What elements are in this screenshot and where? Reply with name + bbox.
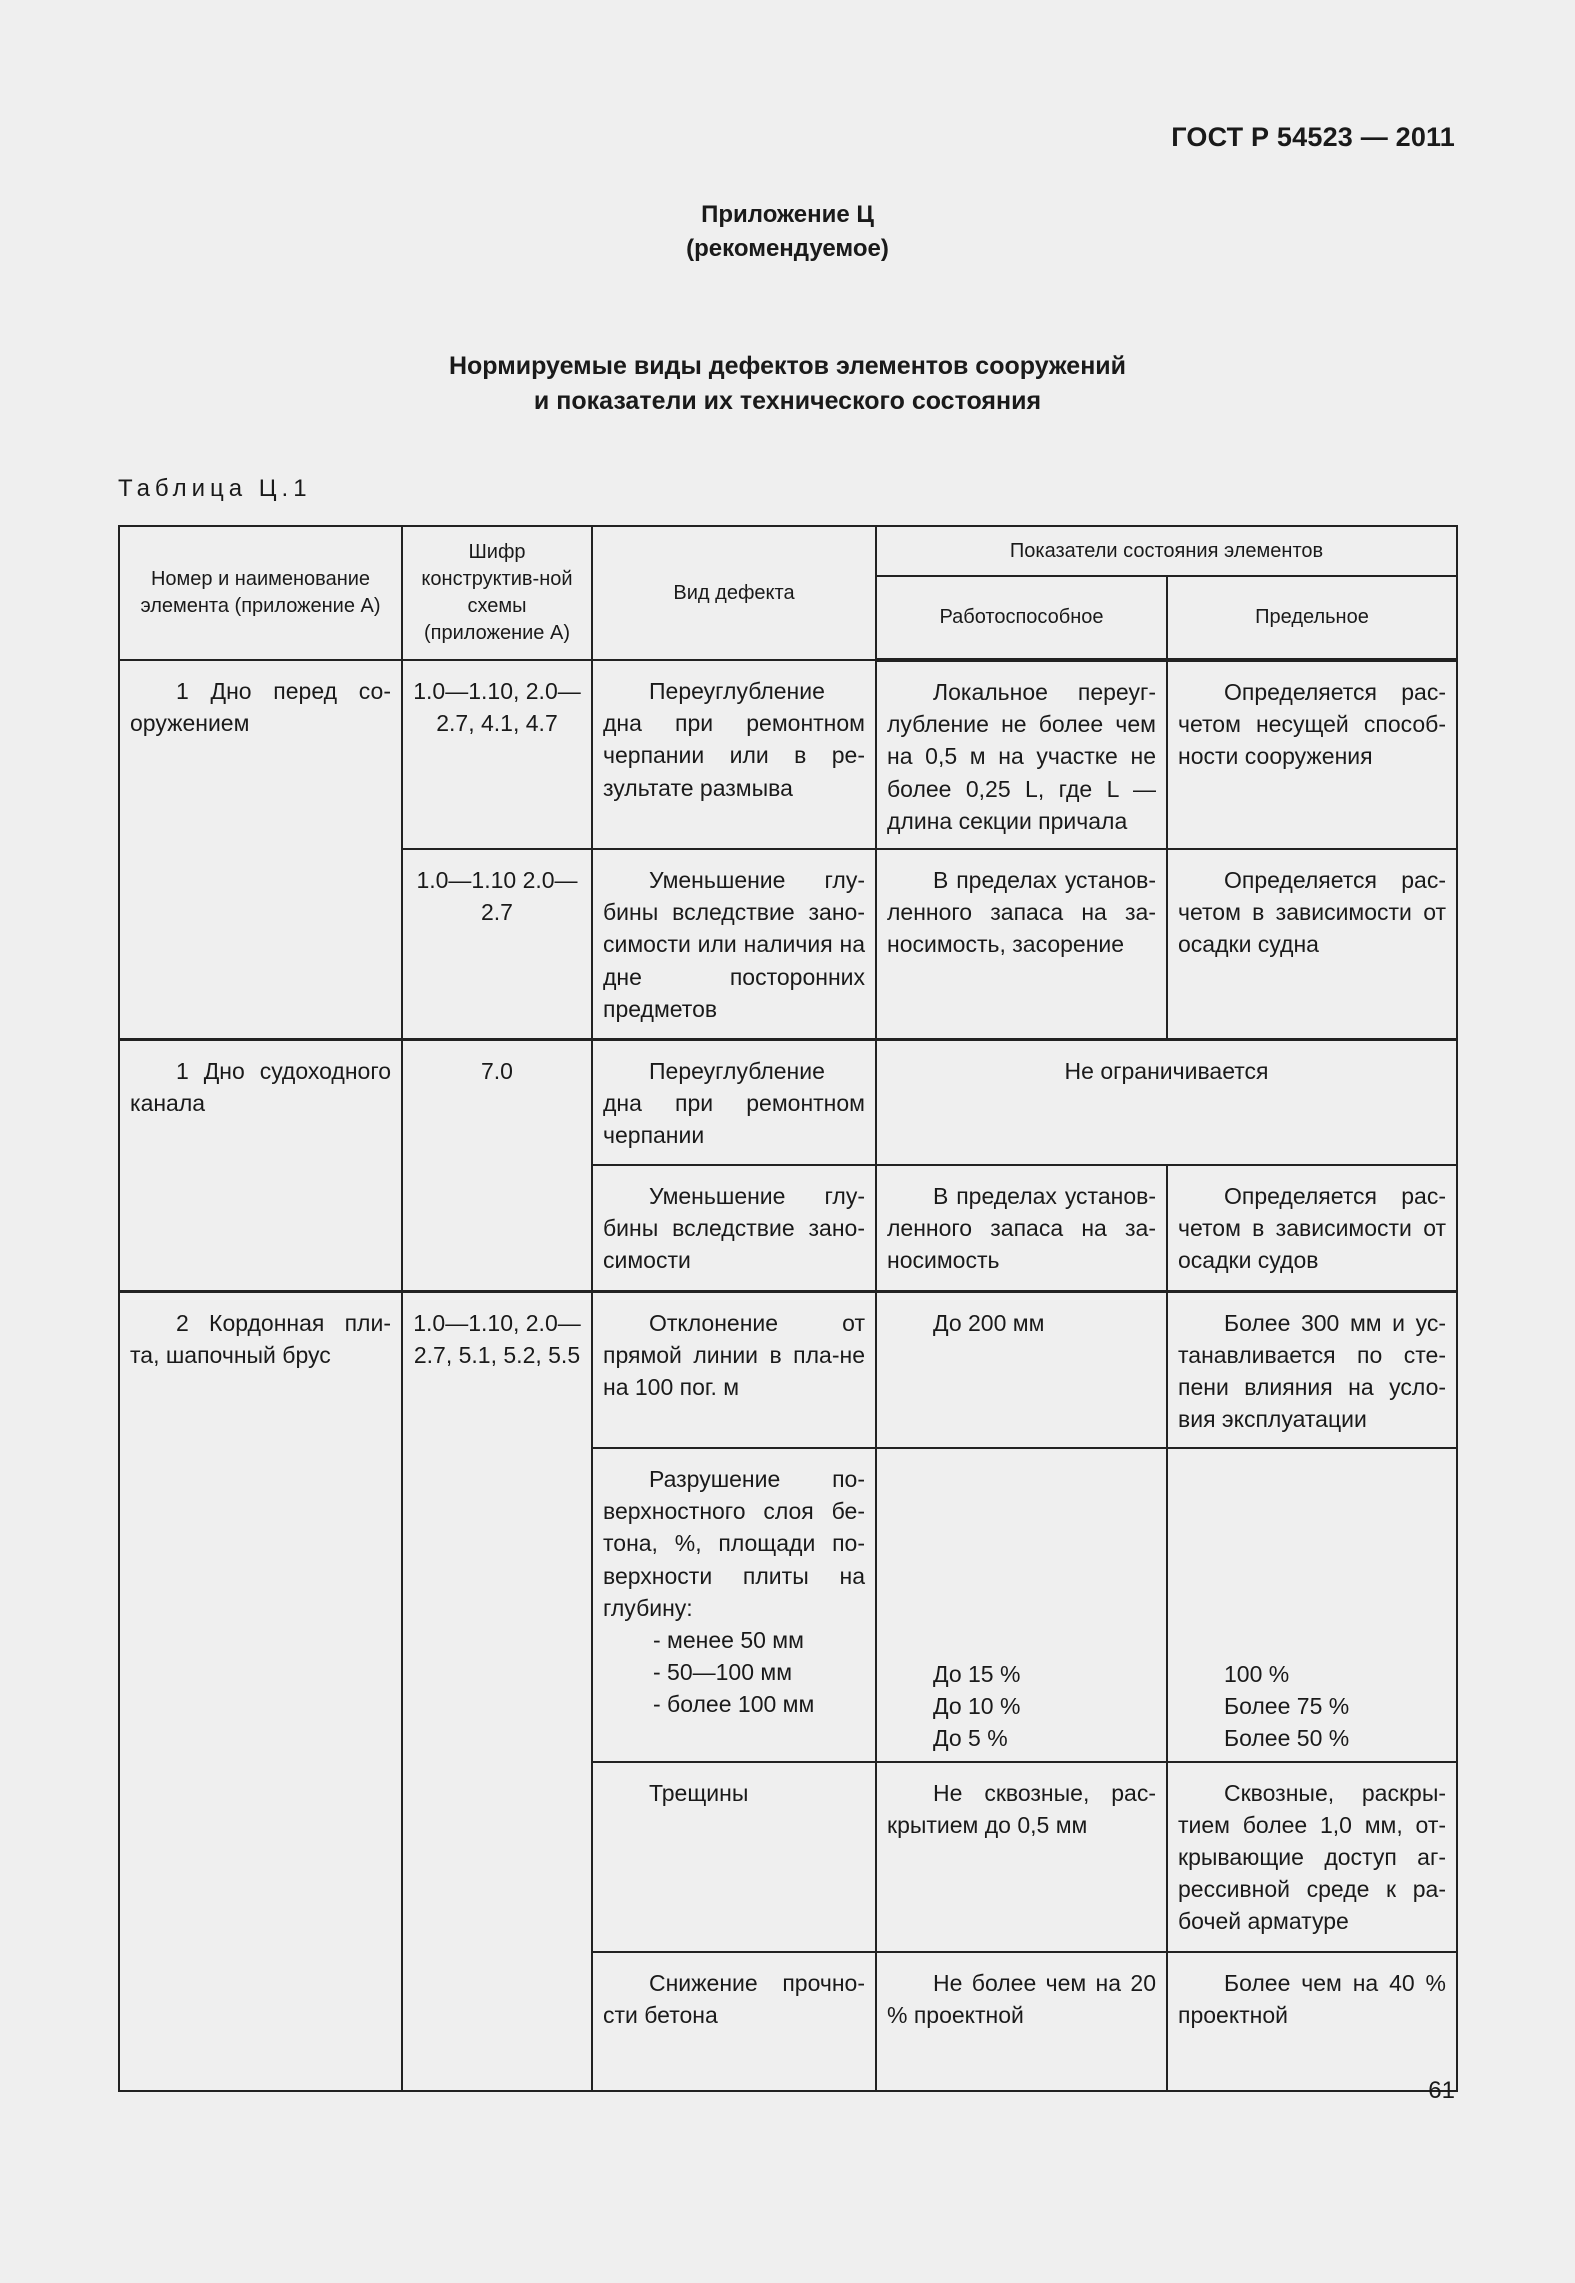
main-title-line-1: Нормируемые виды дефектов элементов сооружений xyxy=(448,352,1127,380)
cell-operable xyxy=(876,1448,1167,1762)
defect-text: Разрушение по-верхностного слоя бе-тона, %, площади по-верхности плиты на глубину: xyxy=(603,1466,865,1621)
appendix-title: Приложение Ц xyxy=(701,201,874,228)
main-title-line-2: и показатели их технического состояния xyxy=(533,387,1042,415)
cell-code: 7.0 xyxy=(402,1039,592,1291)
defect-sub-item: - менее 50 мм xyxy=(653,1626,804,1653)
cell-limit xyxy=(1167,1448,1457,1762)
cell-code: 1.0—1.10 2.0—2.7 xyxy=(402,849,592,1039)
cell-limit: Определяется рас-четом несущей способ-ности сооружения xyxy=(1167,660,1457,849)
defect-sub-item: - более 100 мм xyxy=(653,1691,815,1718)
cell-operable: В пределах установ-ленного запаса на за-носимость xyxy=(876,1165,1167,1291)
cell-merged-indicator: Не ограничивается xyxy=(876,1039,1457,1165)
operable-value: До 10 % xyxy=(933,1693,1021,1720)
cell-limit: Определяется рас-четом в зависимости от осадки судов xyxy=(1167,1165,1457,1291)
table-label: Таблица Ц.1 xyxy=(118,475,312,502)
col-header-element: Номер и наименование элемента (приложение А) xyxy=(119,526,402,660)
cell-element: 1 Дно судоходного канала xyxy=(119,1039,402,1291)
col-header-operable: Работоспособное xyxy=(876,576,1167,660)
appendix-status: (рекомендуемое) xyxy=(686,234,889,262)
cell-defect: Переуглубление дна при ремонтном черпании xyxy=(592,1039,876,1165)
cell-operable: Локальное переуг-лубление не более чем на 0,5 м на участке не более 0,25 L, где L — длина секции причала xyxy=(876,660,1167,849)
cell-defect: Снижение прочно-сти бетона xyxy=(592,1952,876,2091)
table-row xyxy=(119,660,1457,849)
col-header-limit: Предельное xyxy=(1167,576,1457,660)
cell-code: 1.0—1.10, 2.0—2.7, 4.1, 4.7 xyxy=(402,660,592,849)
main-title xyxy=(0,349,1575,419)
col-header-code: Шифр конструктив-ной схемы (приложение А) xyxy=(402,526,592,660)
cell-defect: Переуглубление дна при ремонтном черпании или в ре-зультате размыва xyxy=(592,660,876,849)
limit-value: Более 50 % xyxy=(1224,1725,1350,1752)
cell-limit: Более 300 мм и ус-танавливается по сте-пени влияния на усло-вия эксплуатации xyxy=(1167,1291,1457,1448)
cell-operable: До 200 мм xyxy=(876,1291,1167,1448)
operable-value: До 5 % xyxy=(933,1725,1008,1752)
table-row xyxy=(119,1039,1457,1165)
cell-element: 1 Дно перед со-оружением xyxy=(119,660,402,1039)
limit-value: Более 75 % xyxy=(1224,1693,1350,1720)
cell-operable: Не сквозные, рас-крытием до 0,5 мм xyxy=(876,1762,1167,1952)
cell-defect xyxy=(592,1448,876,1762)
operable-value: До 15 % xyxy=(933,1661,1021,1687)
defect-sub-item: - 50—100 мм xyxy=(653,1659,793,1686)
cell-defect: Отклонение от прямой линии в пла-не на 100 пог. м xyxy=(592,1291,876,1448)
cell-limit: Определяется рас-четом в зависимости от осадки судна xyxy=(1167,849,1457,1039)
cell-operable: Не более чем на 20 % проектной xyxy=(876,1952,1167,2091)
table-row xyxy=(119,1291,1457,1448)
cell-element: 2 Кордонная пли-та, шапочный брус xyxy=(119,1291,402,2091)
table-header-row xyxy=(119,526,1457,576)
cell-defect: Уменьшение глу-бины вследствие зано-симости xyxy=(592,1165,876,1291)
cell-defect: Трещины xyxy=(592,1762,876,1952)
defects-table xyxy=(118,525,1458,2092)
appendix-heading xyxy=(0,198,1575,265)
page-number: 61 xyxy=(1428,2077,1455,2104)
cell-limit: Более чем на 40 % проектной xyxy=(1167,1952,1457,2091)
cell-operable: В пределах установ-ленного запаса на за-носимость, засорение xyxy=(876,849,1167,1039)
cell-code: 1.0—1.10, 2.0—2.7, 5.1, 5.2, 5.5 xyxy=(402,1291,592,2091)
cell-defect: Уменьшение глу-бины вследствие зано-симости или наличия на дне посторонних предметов xyxy=(592,849,876,1039)
col-header-defect: Вид дефекта xyxy=(592,526,876,660)
limit-value: 100 % xyxy=(1224,1661,1290,1687)
cell-limit: Сквозные, раскры-тием более 1,0 мм, от-крывающие доступ аг-рессивной среде к ра-бочей арматуре xyxy=(1167,1762,1457,1952)
document-code: ГОСТ Р 54523 — 2011 xyxy=(1171,122,1455,152)
col-header-indicators: Показатели состояния элементов xyxy=(876,526,1457,576)
